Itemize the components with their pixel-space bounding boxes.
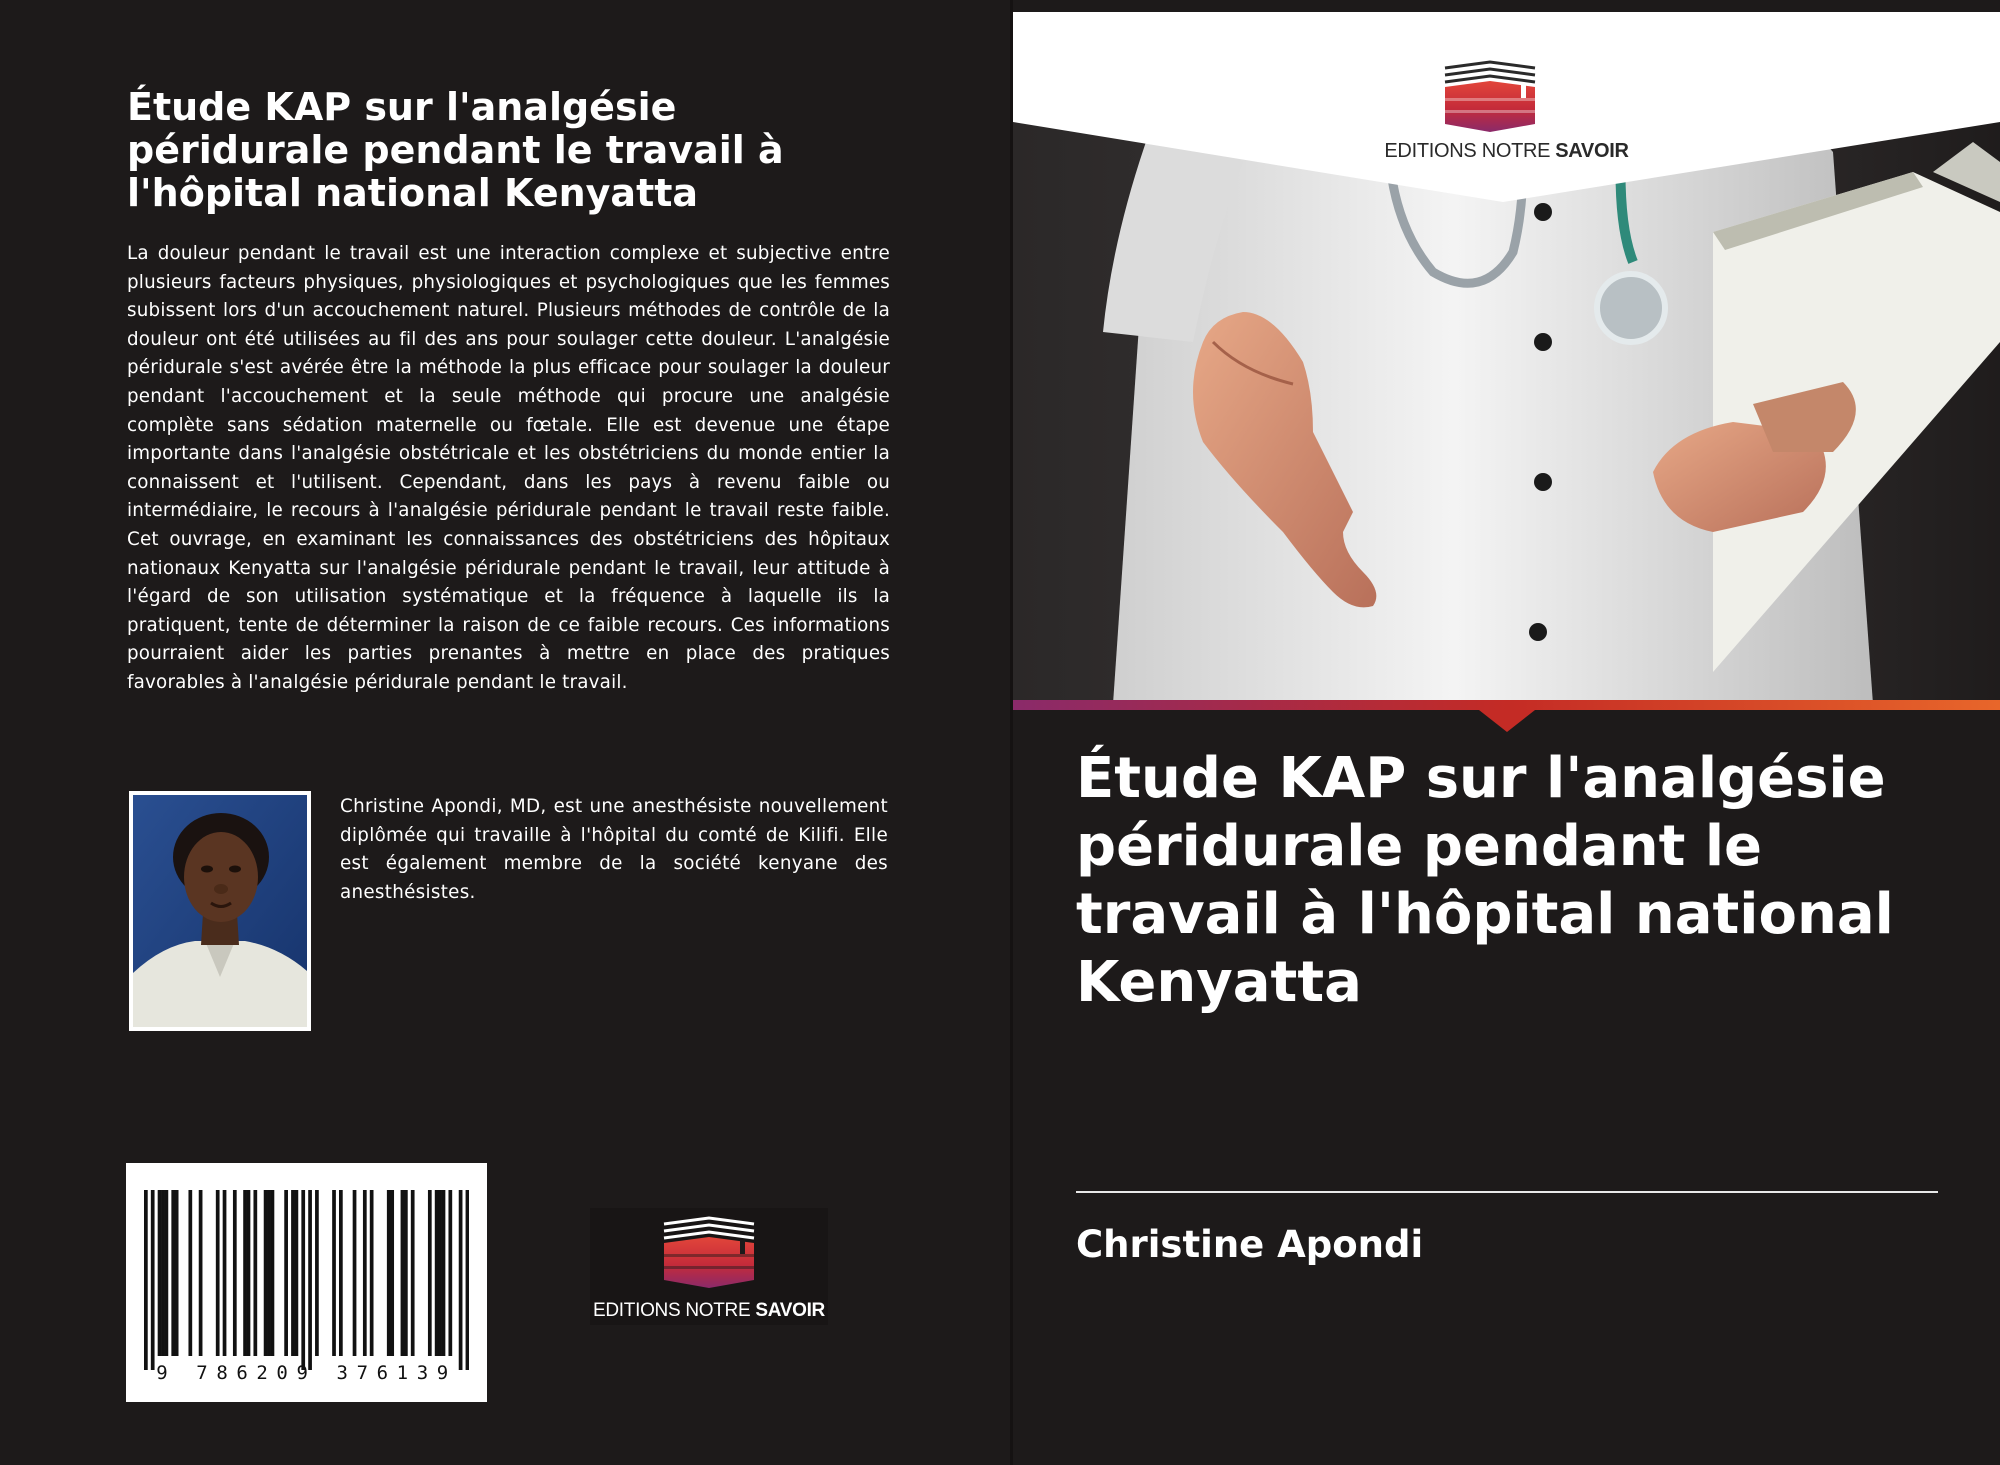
front-cover-author: Christine Apondi bbox=[1076, 1223, 1424, 1266]
barcode-bar bbox=[151, 1190, 155, 1370]
barcode-bar bbox=[459, 1190, 463, 1370]
barcode-bar bbox=[188, 1190, 192, 1356]
barcode-bar bbox=[315, 1190, 319, 1356]
barcode-bar bbox=[411, 1190, 415, 1356]
author-photo bbox=[129, 791, 311, 1031]
title-divider bbox=[1076, 1191, 1938, 1193]
barcode-bar bbox=[442, 1190, 446, 1356]
barcode-bar bbox=[353, 1190, 357, 1356]
barcode-bar bbox=[387, 1190, 391, 1356]
publisher-name-bold: SAVOIR bbox=[1555, 140, 1629, 162]
barcode-bar bbox=[466, 1190, 469, 1370]
barcode-bar bbox=[284, 1190, 288, 1356]
barcode-bar bbox=[175, 1190, 179, 1356]
barcode-bar bbox=[404, 1190, 408, 1356]
barcode-bar bbox=[291, 1190, 295, 1356]
barcode-bar bbox=[247, 1190, 251, 1356]
front-publisher-logo bbox=[1013, 0, 2000, 200]
barcode-bar bbox=[216, 1190, 220, 1356]
author-portrait-image bbox=[133, 795, 307, 1027]
barcode-bar bbox=[390, 1190, 394, 1356]
barcode-bar bbox=[171, 1190, 175, 1356]
chevron-down-icon bbox=[1479, 710, 1535, 732]
front-cover bbox=[1013, 0, 2000, 1465]
back-cover-summary: La douleur pendant le travail est une interaction complexe et subjective entre plusieurs facteurs physiques, physiologiques et psychologiques que les femmes subissent lors d'un accouchement naturel. Plusieurs méthodes de contrôle de la douleur ont été utilisées au fil des ans pour soulager cette douleur. L'analgésie péridurale s'est avérée être la méthode la plus efficace pour soulager la douleur pendant l'accouchement et la seule méthode qui procure une analgésie complète sans sédation maternelle ou fœtale. Elle est devenue une étape importante dans l'analgésie obstétricale et les obstétriciens du monde entier la connaissent et l'utilisent. Cependant, dans les pays à revenu faible ou intermédiaire, le recours à l'analgésie péridurale pendant le travail reste faible. Cet ouvrage, en examinant les connaissances des obstétriciens des hôpitaux nationaux Kenyatta sur l'analgésie péridurale pendant le travail, leur attitude à l'égard de son utilisation systématique et la fréquence à laquelle ils la pratiquent, tente de déterminer la raison de ce faible recours. Ces informations pourraient aider les parties prenantes à mettre en place des pratiques favorables à l'analgésie péridurale pendant le travail. bbox=[127, 243, 890, 693]
barcode-bar bbox=[370, 1190, 374, 1356]
publisher-name-light: EDITIONS NOTRE bbox=[1384, 140, 1551, 162]
barcode-bar bbox=[363, 1190, 367, 1356]
barcode-bar bbox=[243, 1190, 247, 1356]
barcode-bar bbox=[448, 1190, 452, 1356]
barcode-bar bbox=[428, 1190, 432, 1356]
barcode-bar bbox=[158, 1190, 162, 1356]
barcode-bar bbox=[332, 1190, 336, 1356]
barcode-bar bbox=[438, 1190, 442, 1356]
barcode-bar bbox=[144, 1190, 148, 1370]
barcode-bar bbox=[339, 1190, 343, 1356]
barcode-bar bbox=[267, 1190, 271, 1356]
publisher-name-bold: SAVOIR bbox=[755, 1300, 825, 1321]
barcode-bar bbox=[233, 1190, 237, 1356]
barcode-bar bbox=[253, 1190, 257, 1356]
stacked-books-icon bbox=[660, 1216, 758, 1290]
barcode-bar bbox=[161, 1190, 165, 1356]
barcode-bar bbox=[301, 1190, 305, 1370]
back-publisher-name bbox=[590, 1300, 828, 1322]
barcode-bar bbox=[264, 1190, 268, 1356]
barcode-bar bbox=[308, 1190, 312, 1370]
stacked-books-icon bbox=[1441, 60, 1539, 134]
front-publisher-name bbox=[1013, 140, 2000, 163]
barcode-bar bbox=[271, 1190, 275, 1356]
cover-accent-stripe bbox=[1013, 700, 2000, 710]
barcode-bars bbox=[144, 1190, 469, 1370]
barcode-digits: 9 786209 376139 bbox=[156, 1362, 457, 1384]
back-cover-title: Étude KAP sur l'analgésie péridurale pendant le travail à l'hôpital national Kenyatta bbox=[127, 85, 784, 215]
barcode-bar bbox=[295, 1190, 299, 1356]
author-bio: Christine Apondi, MD, est une anesthésiste nouvellement diplômée qui travaille à l'hôpital du comté de Kilifi. Elle est également membre de la société kenyane des anesthésistes. bbox=[340, 796, 888, 903]
back-publisher-logo bbox=[590, 1208, 828, 1325]
publisher-name-light: EDITIONS NOTRE bbox=[593, 1300, 751, 1321]
barcode-bar bbox=[401, 1190, 405, 1356]
barcode-bar bbox=[199, 1190, 203, 1356]
barcode-bar bbox=[435, 1190, 439, 1356]
barcode-bar bbox=[223, 1190, 227, 1356]
barcode-bar bbox=[165, 1190, 169, 1356]
isbn-barcode bbox=[126, 1163, 487, 1402]
front-cover-title: Étude KAP sur l'analgésie péridurale pendant le travail à l'hôpital national Kenyatta bbox=[1076, 746, 1894, 1015]
